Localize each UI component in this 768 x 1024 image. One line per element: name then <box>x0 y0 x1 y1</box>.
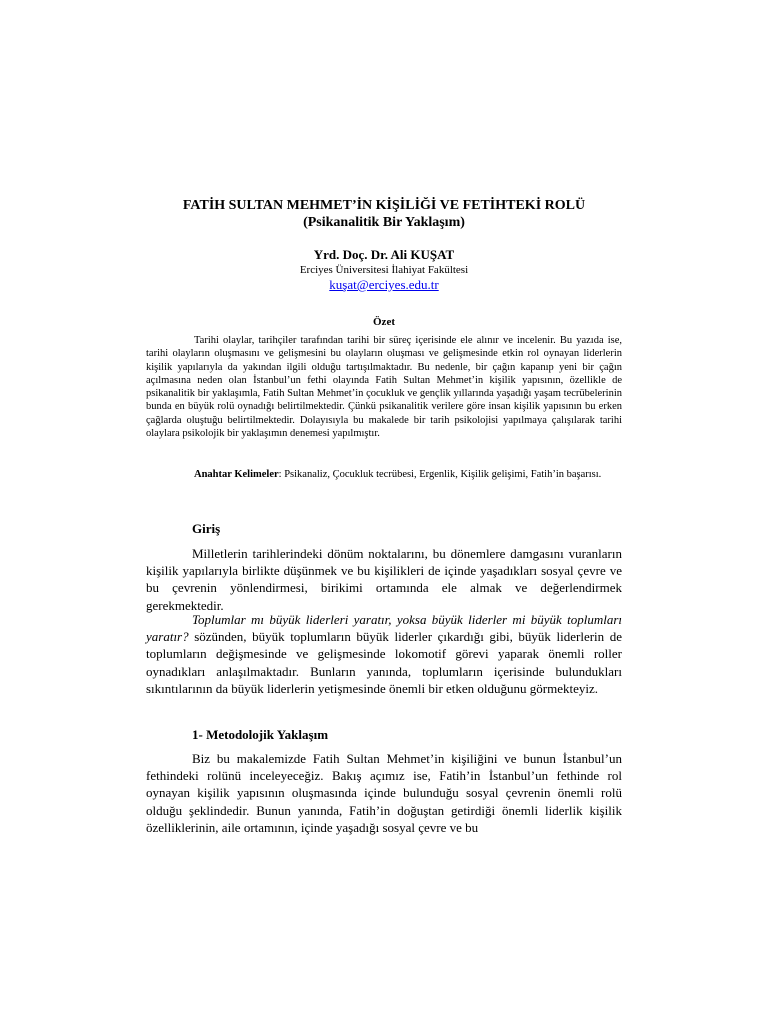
author-affiliation: Erciyes Üniversitesi İlahiyat Fakültesi <box>299 264 469 276</box>
author-email <box>146 277 622 293</box>
section-heading-giris: Giriş <box>192 521 221 536</box>
keywords <box>146 468 622 482</box>
quote-italic: Toplumlar mı büyük liderleri yaratır, yoksa büyük liderler mi büyük toplumları yaratır? <box>146 612 622 645</box>
email-link[interactable]: kuşat@erciyes.edu.tr <box>329 277 439 292</box>
abstract-text: Tarihi olaylar, tarihçiler tarafından tarihi bir süreç içerisinde ele alınır ve incelenir. Bu yazıda ise, tarihi olayların oluşmasını ve gelişmesini bu olayların oluşması ve gelişmesinde etkin rol oynayan liderlerin kişilik yapılarıyla da yakından ilgili olduğu tartışılmaktadır. Bu nedenle, bir çağın kapanıp yeni bir çağın açılmasına neden olan İstanbul’un fethi olayında Fatih Sultan Mehmet’in kişilik yapısının, özellikle de psikanalitik bir yaklaşımla, Fatih Sultan Mehmet’in çocukluk ve gençlik yıllarında yaşadığı yaşam tecrübelerinin bunda en büyük rolü oynadığı belirtilmektedir. Çünkü psikanalitik verilere göre insan kişilik yapısının bu erken çağlarda oluştuğu belirtilmektedir. Dolayısıyla bu makalede bir tarih psikolojisi yapılmaya çalışılarak tarihi olaylara psikolojik bir yaklaşımın denemesi yapılmıştır. <box>146 335 622 440</box>
paragraph-2-rest: sözünden, büyük toplumların büyük liderler çıkardığı gibi, büyük liderlerin de toplumların değişmesinde ve gelişmesinde lokomotif görevi yaparak önemli roller oynadıkları anlaşılmaktadır. Bunların yanında, toplumların içerisinde bulundukları sıkıntılarının da büyük liderlerin yetişmesinde önemli bir etken olduğunu görmekteyiz. <box>146 629 622 696</box>
keywords-text: : Psikanaliz, Çocukluk tecrübesi, Ergenlik, Kişilik gelişimi, Fatih’in başarısı. <box>278 469 602 480</box>
section-heading-metodoloji: 1- Metodolojik Yaklaşım <box>192 727 329 742</box>
abstract-heading: Özet <box>373 316 395 328</box>
paragraph-1: Milletlerin tarihlerindeki dönüm noktalarını, bu dönemlere damgasını vuranların kişilik yapılarıyla birlikte düşünmek ve bu kişilikleri de içinde yaşadıkları sosyal çevre ve bu çevrenin yönlendirmesi, birikimi ortamında ele almak ve değerlendirmek gerekmektedir. <box>146 546 622 613</box>
keywords-label: Anahtar Kelimeler <box>194 469 279 480</box>
paragraph-3: Biz bu makalemizde Fatih Sultan Mehmet’in kişiliğini ve bunun İstanbul’un fethindeki rolünü inceleyeceğiz. Bakış açımız ise, Fatih’in İstanbul’un fethinde rol oynayan kişilik yapısının oluşmasında içinde bulunduğu sosyal çevrenin önemli rolü olduğu şeklindedir. Bunun yanında, Fatih’in doğuştan getirdiği önemli liderlik kişilik özelliklerinin, aile ortamının, içinde yaşadığı sosyal çevre ve bu <box>146 751 622 835</box>
paragraph-2 <box>146 611 622 697</box>
paper-title: FATİH SULTAN MEHMET’İN KİŞİLİĞİ VE FETİHTEKİ ROLÜ <box>182 198 586 213</box>
author-name: Yrd. Doç. Dr. Ali KUŞAT <box>313 247 455 262</box>
paper-subtitle: (Psikanalitik Bir Yaklaşım) <box>303 215 465 230</box>
